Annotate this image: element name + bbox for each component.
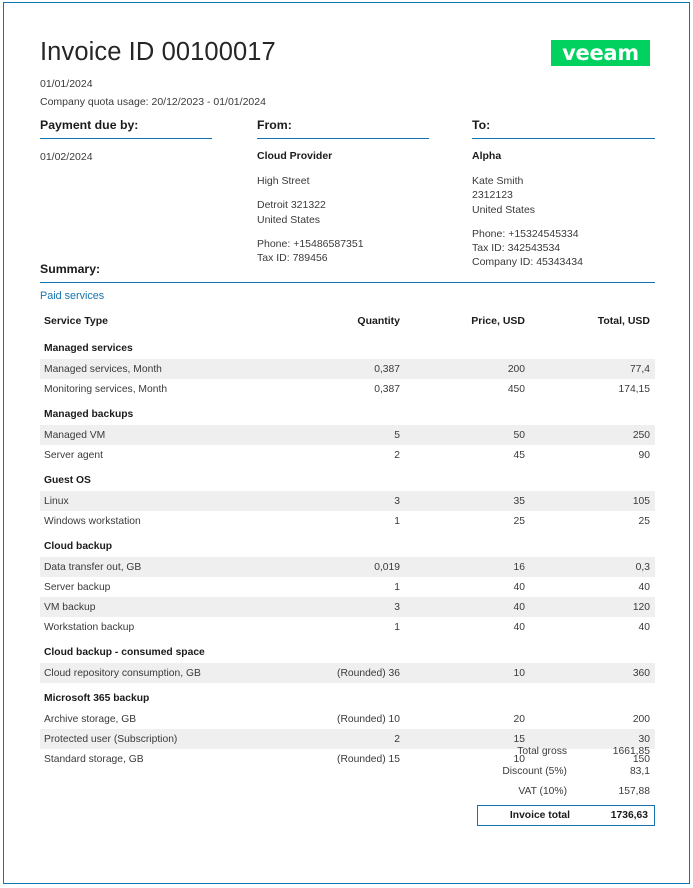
to-company-id: Company ID: 45343434 <box>472 256 583 269</box>
invoice-total-value: 1736,63 <box>610 810 648 821</box>
column-header-total: Total, USD <box>597 315 650 327</box>
from-city: Detroit 321322 <box>257 199 326 212</box>
from-company: Cloud Provider <box>257 150 333 162</box>
table-section-label: Cloud backup - consumed space <box>44 646 205 658</box>
to-block <box>472 118 655 270</box>
cell-service-type: Server agent <box>44 449 103 461</box>
cell-total: 250 <box>525 425 655 445</box>
cell-price: 50 <box>400 425 525 445</box>
cell-price: 25 <box>513 515 525 527</box>
table-row <box>40 425 655 445</box>
cell-price: 40 <box>513 581 525 593</box>
table-row <box>40 379 655 399</box>
cell-total: 30 <box>525 729 655 749</box>
column-header-price: Price, USD <box>471 315 525 327</box>
column-header-service-type: Service Type <box>44 315 109 327</box>
to-tax-id: Tax ID: 342543534 <box>472 242 561 255</box>
table-section-label: Guest OS <box>44 474 91 486</box>
cell-total: 120 <box>525 597 655 617</box>
to-company: Alpha <box>472 150 502 162</box>
cell-total: 90 <box>638 449 650 461</box>
summary-heading: Summary: <box>40 262 655 283</box>
cell-price: 45 <box>513 449 525 461</box>
cell-service-type: Workstation backup <box>44 621 135 633</box>
cell-quantity: 1 <box>394 515 400 527</box>
table-section-row <box>40 683 655 709</box>
veeam-logo <box>551 40 650 66</box>
cell-service-type: Managed VM <box>40 425 320 445</box>
cell-total: 150 <box>632 753 650 765</box>
invoice-total-row <box>477 805 655 826</box>
payment-due-block <box>40 118 212 164</box>
cell-total: 105 <box>525 491 655 511</box>
totals-block <box>40 741 655 826</box>
table-row <box>40 491 655 511</box>
cell-quantity: 3 <box>320 491 400 511</box>
payment-due-date: 01/02/2024 <box>40 151 93 163</box>
cell-total: 77,4 <box>525 359 655 379</box>
cell-total: 40 <box>638 621 650 633</box>
total-line <box>40 761 655 781</box>
to-contact: Kate Smith <box>472 175 524 187</box>
cell-service-type: Archive storage, GB <box>44 713 137 725</box>
cell-service-type: Windows workstation <box>44 515 141 527</box>
total-line-value: 1661,85 <box>612 745 650 757</box>
cell-service-type: Data transfer out, GB <box>40 557 320 577</box>
total-line-value: 157,88 <box>618 785 650 797</box>
from-phone: Phone: +15486587351 <box>257 237 364 250</box>
page-title: Invoice ID 00100017 <box>40 38 276 66</box>
from-block <box>257 118 429 265</box>
cell-quantity: 5 <box>320 425 400 445</box>
cell-quantity: (Rounded) 36 <box>320 663 400 683</box>
table-row <box>40 597 655 617</box>
cell-price: 10 <box>513 753 525 765</box>
to-label: To: <box>472 118 655 139</box>
table-row <box>40 445 655 465</box>
table-section-label: Managed backups <box>44 408 134 420</box>
table-section-row <box>40 465 655 491</box>
cell-quantity: 2 <box>320 729 400 749</box>
cell-total: 0,3 <box>525 557 655 577</box>
cell-price: 16 <box>400 557 525 577</box>
cell-quantity: 0,387 <box>320 359 400 379</box>
cell-quantity: 1 <box>394 581 400 593</box>
cell-service-type: Protected user (Subscription) <box>40 729 320 749</box>
table-row <box>40 617 655 637</box>
to-postal: 2312123 <box>472 189 513 202</box>
cell-quantity: 2 <box>394 449 400 461</box>
cell-quantity: (Rounded) 15 <box>337 753 400 765</box>
table-header-row <box>40 311 655 333</box>
total-line-value: 83,1 <box>629 765 650 777</box>
table-section-label: Microsoft 365 backup <box>44 692 150 704</box>
cell-price: 200 <box>400 359 525 379</box>
cell-quantity: 0,019 <box>320 557 400 577</box>
cell-quantity: (Rounded) 10 <box>337 713 400 725</box>
table-section-label: Cloud backup <box>44 540 113 552</box>
cell-price: 40 <box>400 597 525 617</box>
services-table-body <box>40 333 655 769</box>
table-row <box>40 359 655 379</box>
total-line-label: Total gross <box>517 745 567 757</box>
table-row <box>40 663 655 683</box>
cell-quantity: 3 <box>320 597 400 617</box>
cell-service-type: Monitoring services, Month <box>44 383 168 395</box>
cell-quantity: 0,387 <box>374 383 400 395</box>
table-section-row <box>40 531 655 557</box>
cell-service-type: Managed services, Month <box>40 359 320 379</box>
to-country: United States <box>472 203 536 216</box>
table-section-row <box>40 399 655 425</box>
payment-due-label: Payment due by: <box>40 118 212 139</box>
column-header-quantity: Quantity <box>357 315 400 327</box>
from-tax-id: Tax ID: 789456 <box>257 252 328 265</box>
cell-quantity: 1 <box>394 621 400 633</box>
from-country: United States <box>257 213 321 226</box>
cell-total: 200 <box>632 713 650 725</box>
veeam-logo-text: veeam <box>562 40 639 65</box>
invoice-date: 01/01/2024 <box>40 78 93 90</box>
total-line-label: Discount (5%) <box>502 765 567 777</box>
cell-service-type: VM backup <box>40 597 320 617</box>
cell-total: 174,15 <box>618 383 650 395</box>
cell-total: 360 <box>525 663 655 683</box>
cell-price: 20 <box>513 713 525 725</box>
cell-price: 450 <box>507 383 525 395</box>
total-line <box>40 741 655 761</box>
to-phone: Phone: +15324545334 <box>472 227 579 240</box>
table-row <box>40 709 655 729</box>
from-label: From: <box>257 118 429 139</box>
cell-price: 15 <box>400 729 525 749</box>
total-line-label: VAT (10%) <box>518 785 567 797</box>
total-line <box>40 781 655 801</box>
table-row <box>40 511 655 531</box>
table-section-label: Managed services <box>44 342 133 354</box>
cell-service-type: Standard storage, GB <box>44 753 144 765</box>
invoice-total-label: Invoice total <box>509 810 570 821</box>
cell-service-type: Cloud repository consumption, GB <box>40 663 320 683</box>
from-street: High Street <box>257 175 310 187</box>
services-table <box>40 311 655 769</box>
cell-price: 35 <box>400 491 525 511</box>
table-section-row <box>40 333 655 359</box>
cell-total: 25 <box>638 515 650 527</box>
paid-services-heading: Paid services <box>40 290 105 302</box>
table-row <box>40 557 655 577</box>
cell-total: 40 <box>638 581 650 593</box>
table-section-row <box>40 637 655 663</box>
cell-service-type: Server backup <box>44 581 111 593</box>
cell-price: 10 <box>400 663 525 683</box>
cell-price: 40 <box>513 621 525 633</box>
table-row <box>40 577 655 597</box>
cell-service-type: Linux <box>40 491 320 511</box>
quota-usage-period: Company quota usage: 20/12/2023 - 01/01/2024 <box>40 96 266 108</box>
